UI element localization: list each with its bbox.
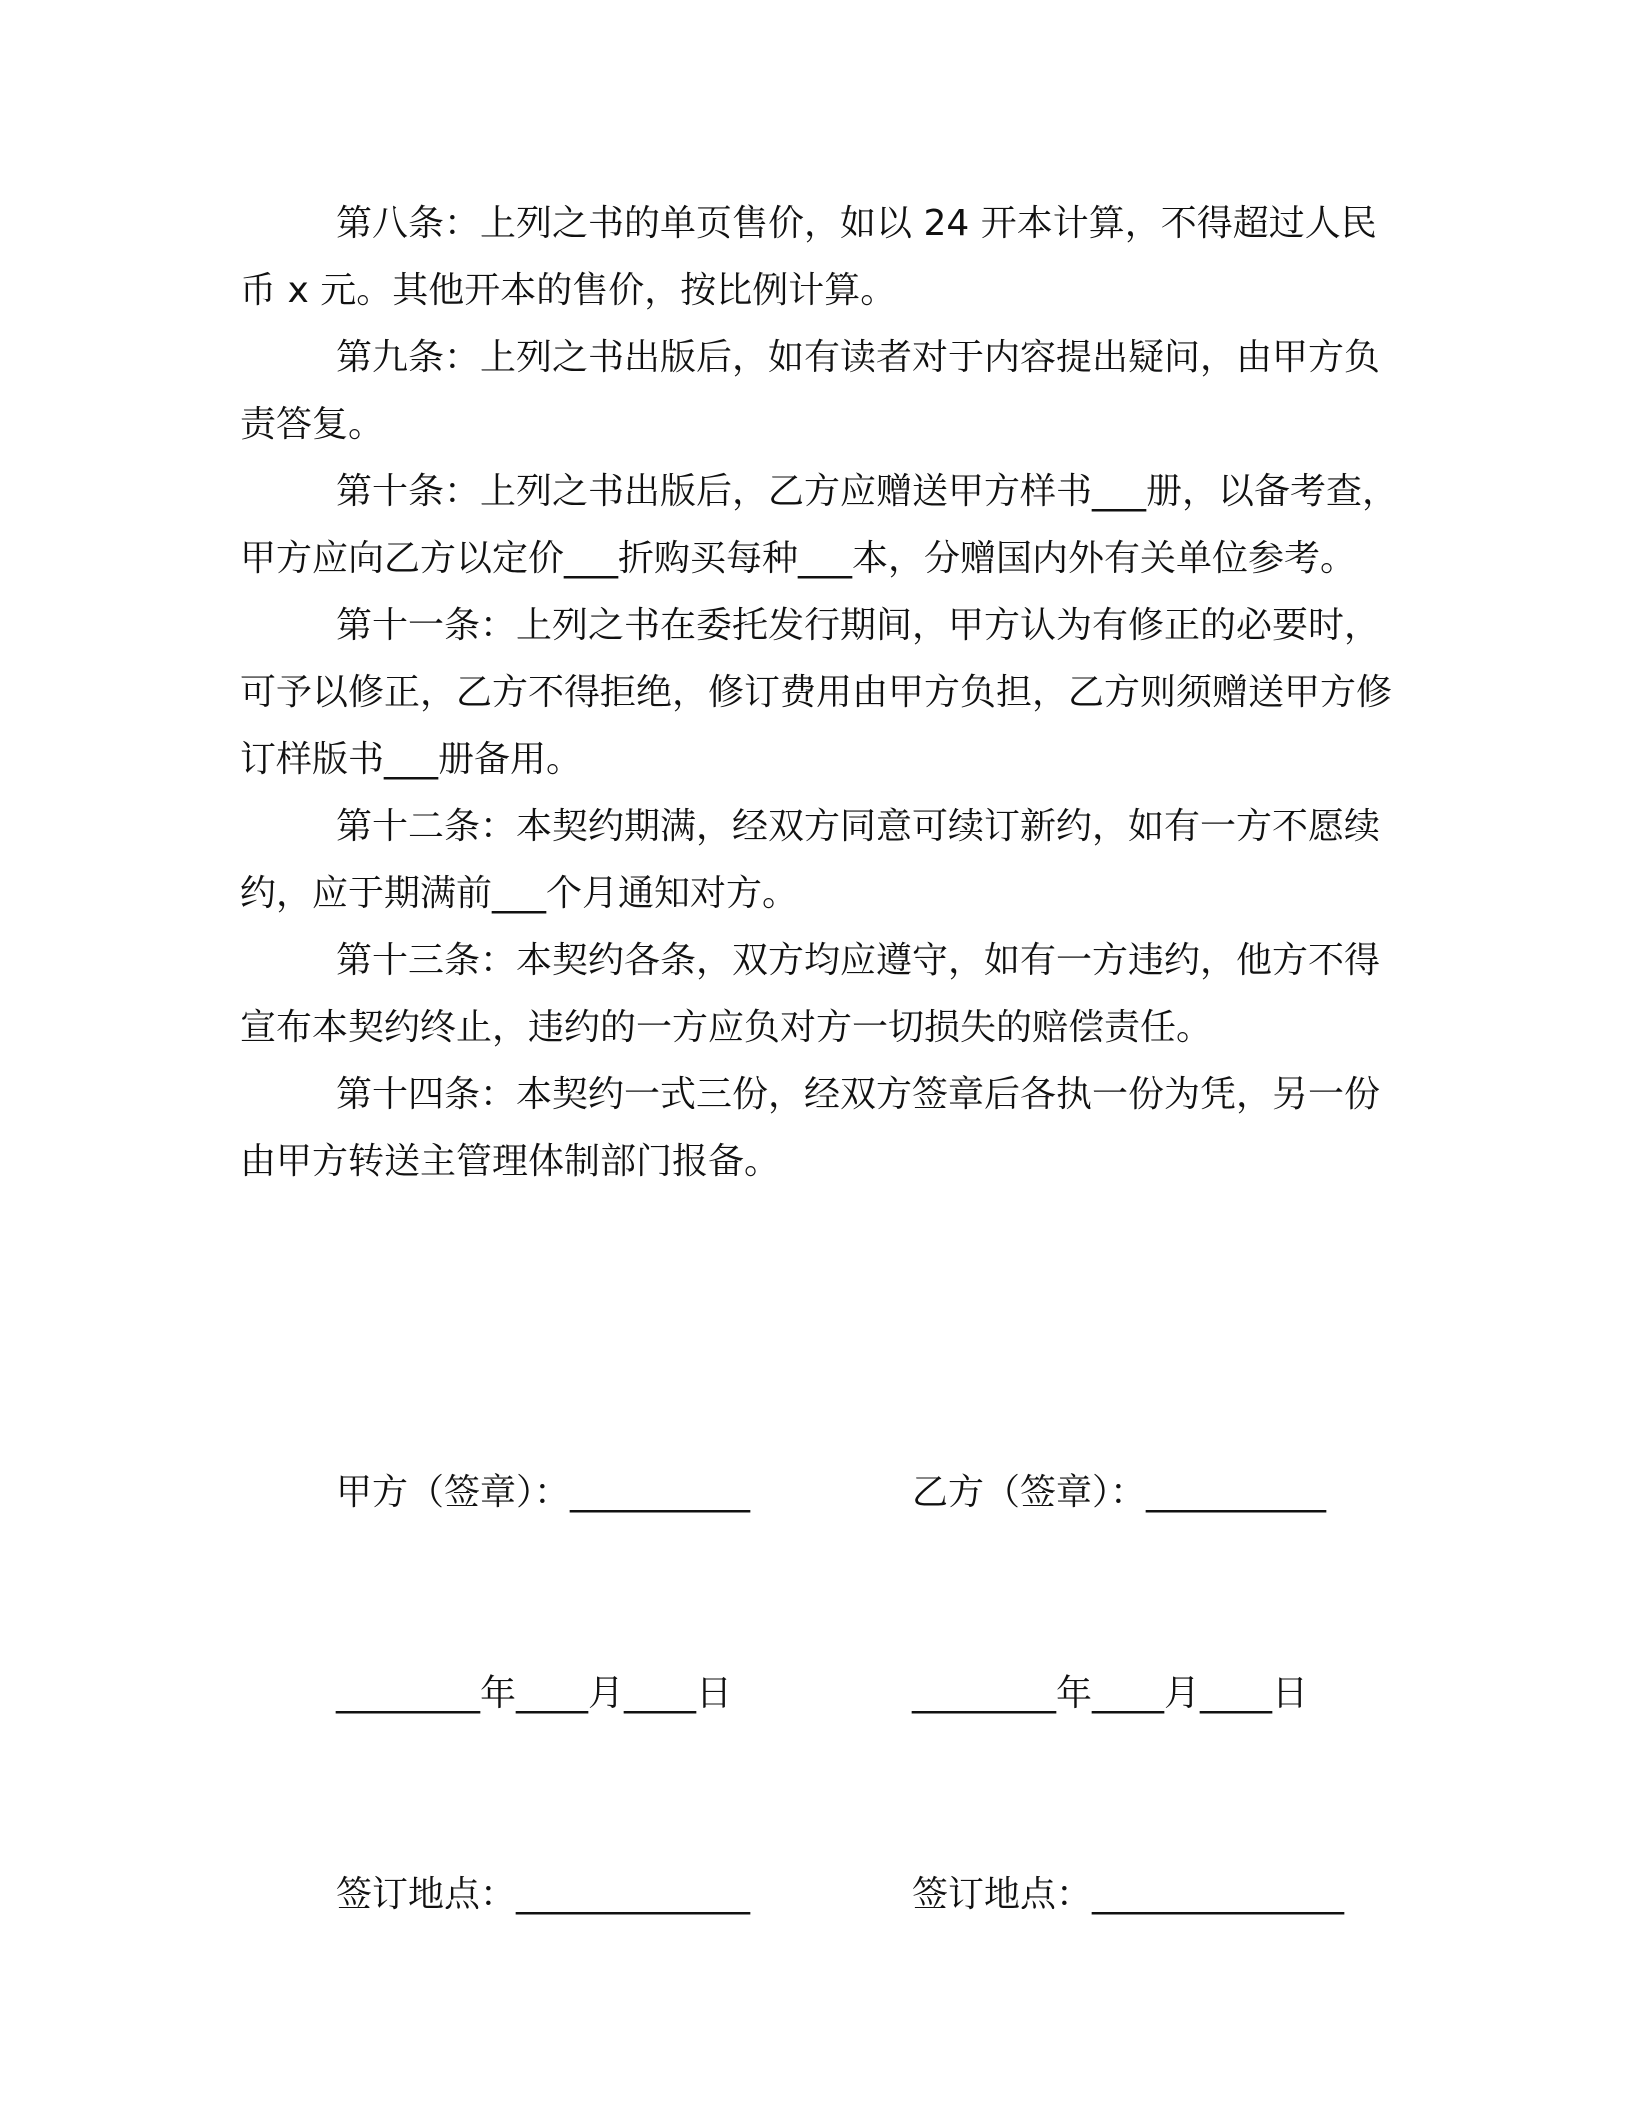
party-b-date-line: ________年____月____日: [912, 1673, 1308, 1714]
article-11: 第十一条：上列之书在委托发行期间，甲方认为有修正的必要时，可予以修正，乙方不得拒绝，修订费用由甲方负担，乙方则须赠送甲方修订样版书___册备用。: [240, 605, 1393, 780]
article-8: 第八条：上列之书的单页售价，如以 24 开本计算，不得超过人民币 x 元。其他开本的售价，按比例计算。: [240, 203, 1377, 311]
contract-body: [240, 190, 1400, 1195]
article-10: 第十条：上列之书出版后，乙方应赠送甲方样书___册，以备考查，甲方应向乙方以定价___折购买每种___本，分赠国内外有关单位参考。: [240, 471, 1399, 579]
party-b-seal-line: 乙方（签章）：__________: [912, 1472, 1327, 1513]
article-13: 第十三条：本契约各条，双方均应遵守，如有一方违约，他方不得宣布本契约终止，违约的一方应负对方一切损失的赔偿责任。: [240, 940, 1381, 1048]
article-14: 第十四条：本契约一式三份，经双方签章后各执一份为凭，另一份由甲方转送主管理体制部门报备。: [240, 1074, 1381, 1182]
party-a-date-line: ________年____月____日: [336, 1673, 732, 1714]
article-9: 第九条：上列之书出版后，如有读者对于内容提出疑问，由甲方负责答复。: [240, 337, 1381, 445]
party-a-place-line: 签订地点：_____________: [336, 1874, 751, 1915]
party-a-signature-block: [336, 1325, 750, 2062]
party-a-seal-line: 甲方（签章）：__________: [336, 1472, 751, 1513]
party-b-place-line: 签订地点：______________: [912, 1874, 1345, 1915]
party-b-signature-block: [912, 1325, 1344, 2062]
article-12: 第十二条：本契约期满，经双方同意可续订新约，如有一方不愿续约，应于期满前___个月通知对方。: [240, 806, 1381, 914]
